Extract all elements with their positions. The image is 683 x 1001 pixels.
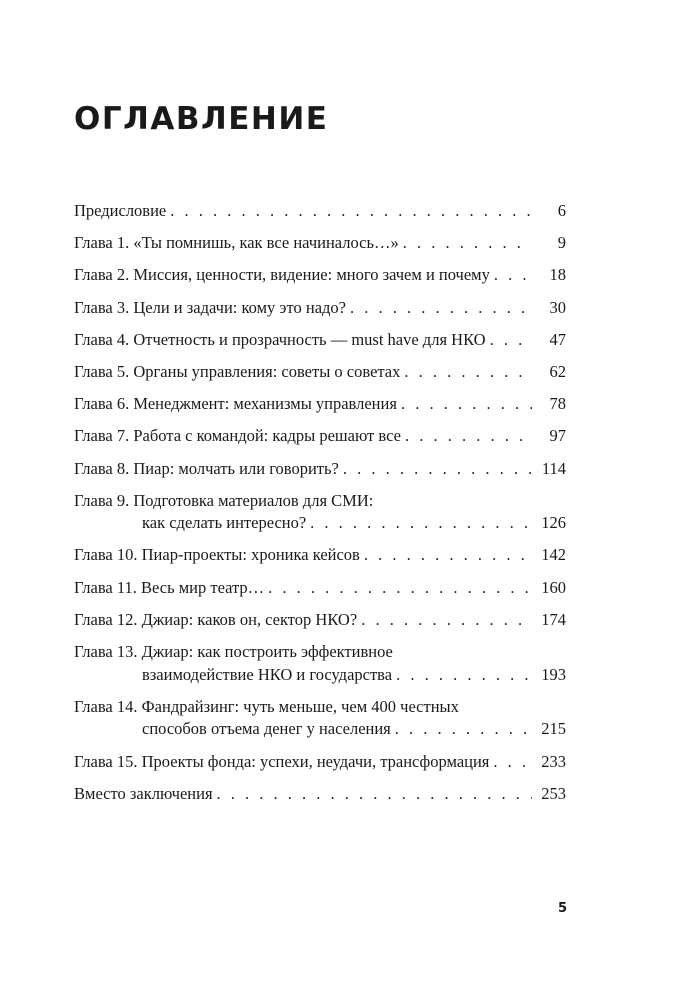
toc-entry <box>74 329 566 352</box>
page-title: ОГЛАВЛЕНИЕ <box>74 101 329 137</box>
toc-entry-page: 6 <box>557 201 566 220</box>
toc-entry-title: Глава 14. Фандрайзинг: чуть меньше, чем 400 честных <box>74 696 459 716</box>
toc-entry-title: Глава 10. Пиар-проекты: хроника кейсов <box>74 545 360 565</box>
toc-entry <box>74 232 566 255</box>
toc-entry-title: Глава 5. Органы управления: советы о советах <box>74 361 401 381</box>
toc-entry-title: Глава 3. Цели и задачи: кому это надо? <box>74 297 347 317</box>
toc-entry-title: Вместо заключения <box>74 783 213 803</box>
toc-entry <box>74 458 566 481</box>
dot-leader <box>490 329 532 352</box>
toc-entry-page: 126 <box>541 513 566 533</box>
dot-leader <box>494 264 532 287</box>
toc-entry <box>74 393 566 416</box>
toc-entry-title: Глава 8. Пиар: молчать или говорить? <box>74 458 339 478</box>
toc-entry <box>74 609 566 632</box>
toc-entry-title: Глава 1. «Ты помнишь, как все начиналось…» <box>74 233 399 253</box>
toc-entry-title: Глава 9. Подготовка материалов для СМИ: <box>74 490 374 510</box>
dot-leader <box>217 783 532 806</box>
toc-entry <box>74 577 566 600</box>
toc-entry <box>74 641 566 686</box>
dot-leader <box>401 393 532 416</box>
dot-leader <box>364 544 532 567</box>
toc-entry-title: взаимодействие НКО и государства <box>142 664 393 684</box>
toc-entry <box>74 783 566 806</box>
toc-entry-page: 174 <box>541 609 566 629</box>
toc-entry-title: Предисловие <box>74 201 167 220</box>
toc-entry-title: Глава 2. Миссия, ценности, видение: много зачем и почему <box>74 265 490 285</box>
dot-leader <box>493 751 532 774</box>
dot-leader <box>405 425 532 448</box>
toc-entry-title: как сделать интересно? <box>142 513 307 533</box>
toc-entry-title: Глава 13. Джиар: как построить эффективное <box>74 642 393 662</box>
toc-entry <box>74 751 566 774</box>
toc-entry-page: 193 <box>541 664 566 684</box>
toc-entry <box>74 696 566 741</box>
toc-entry-title: Глава 6. Менеджмент: механизмы управления <box>74 394 397 414</box>
dot-leader <box>404 361 532 384</box>
toc-entry-title: Глава 12. Джиар: каков он, сектор НКО? <box>74 609 358 629</box>
toc-entry-page: 47 <box>549 329 566 349</box>
toc-entry <box>74 200 566 223</box>
dot-leader <box>396 664 532 687</box>
page-number: 5 <box>557 901 567 916</box>
toc-entry-page: 160 <box>541 577 566 597</box>
dot-leader <box>395 718 532 741</box>
toc-entry-page: 30 <box>549 297 566 317</box>
toc-entry-title: Глава 11. Весь мир театр… <box>74 577 265 597</box>
toc-entry-title: Глава 4. Отчетность и прозрачность — must have для НКО <box>74 329 486 349</box>
table-of-contents <box>74 200 566 815</box>
toc-entry <box>74 544 566 567</box>
dot-leader <box>403 232 532 255</box>
toc-entry <box>74 297 566 320</box>
toc-entry-page: 78 <box>549 394 566 414</box>
toc-entry-page: 142 <box>541 545 566 565</box>
toc-entry-page: 9 <box>557 233 566 253</box>
toc-entry-page: 253 <box>541 783 566 803</box>
dot-leader <box>350 297 532 320</box>
dot-leader <box>310 512 532 535</box>
toc-entry-title: Глава 15. Проекты фонда: успехи, неудачи, трансформация <box>74 751 490 771</box>
toc-entry-title: способов отъема денег у населения <box>142 719 391 739</box>
toc-entry-page: 114 <box>541 458 566 478</box>
toc-entry-page: 215 <box>541 719 566 739</box>
toc-entry-page: 97 <box>549 426 566 446</box>
dot-leader <box>268 577 532 600</box>
dot-leader <box>170 200 532 223</box>
toc-entry-title: Глава 7. Работа с командой: кадры решают все <box>74 426 401 446</box>
toc-entry-page: 18 <box>549 265 566 285</box>
toc-entry <box>74 490 566 535</box>
dot-leader <box>361 609 532 632</box>
toc-entry <box>74 425 566 448</box>
toc-entry-page: 62 <box>549 361 566 381</box>
toc-entry <box>74 361 566 384</box>
toc-entry <box>74 264 566 287</box>
toc-entry-page: 233 <box>541 751 566 771</box>
dot-leader <box>343 458 532 481</box>
